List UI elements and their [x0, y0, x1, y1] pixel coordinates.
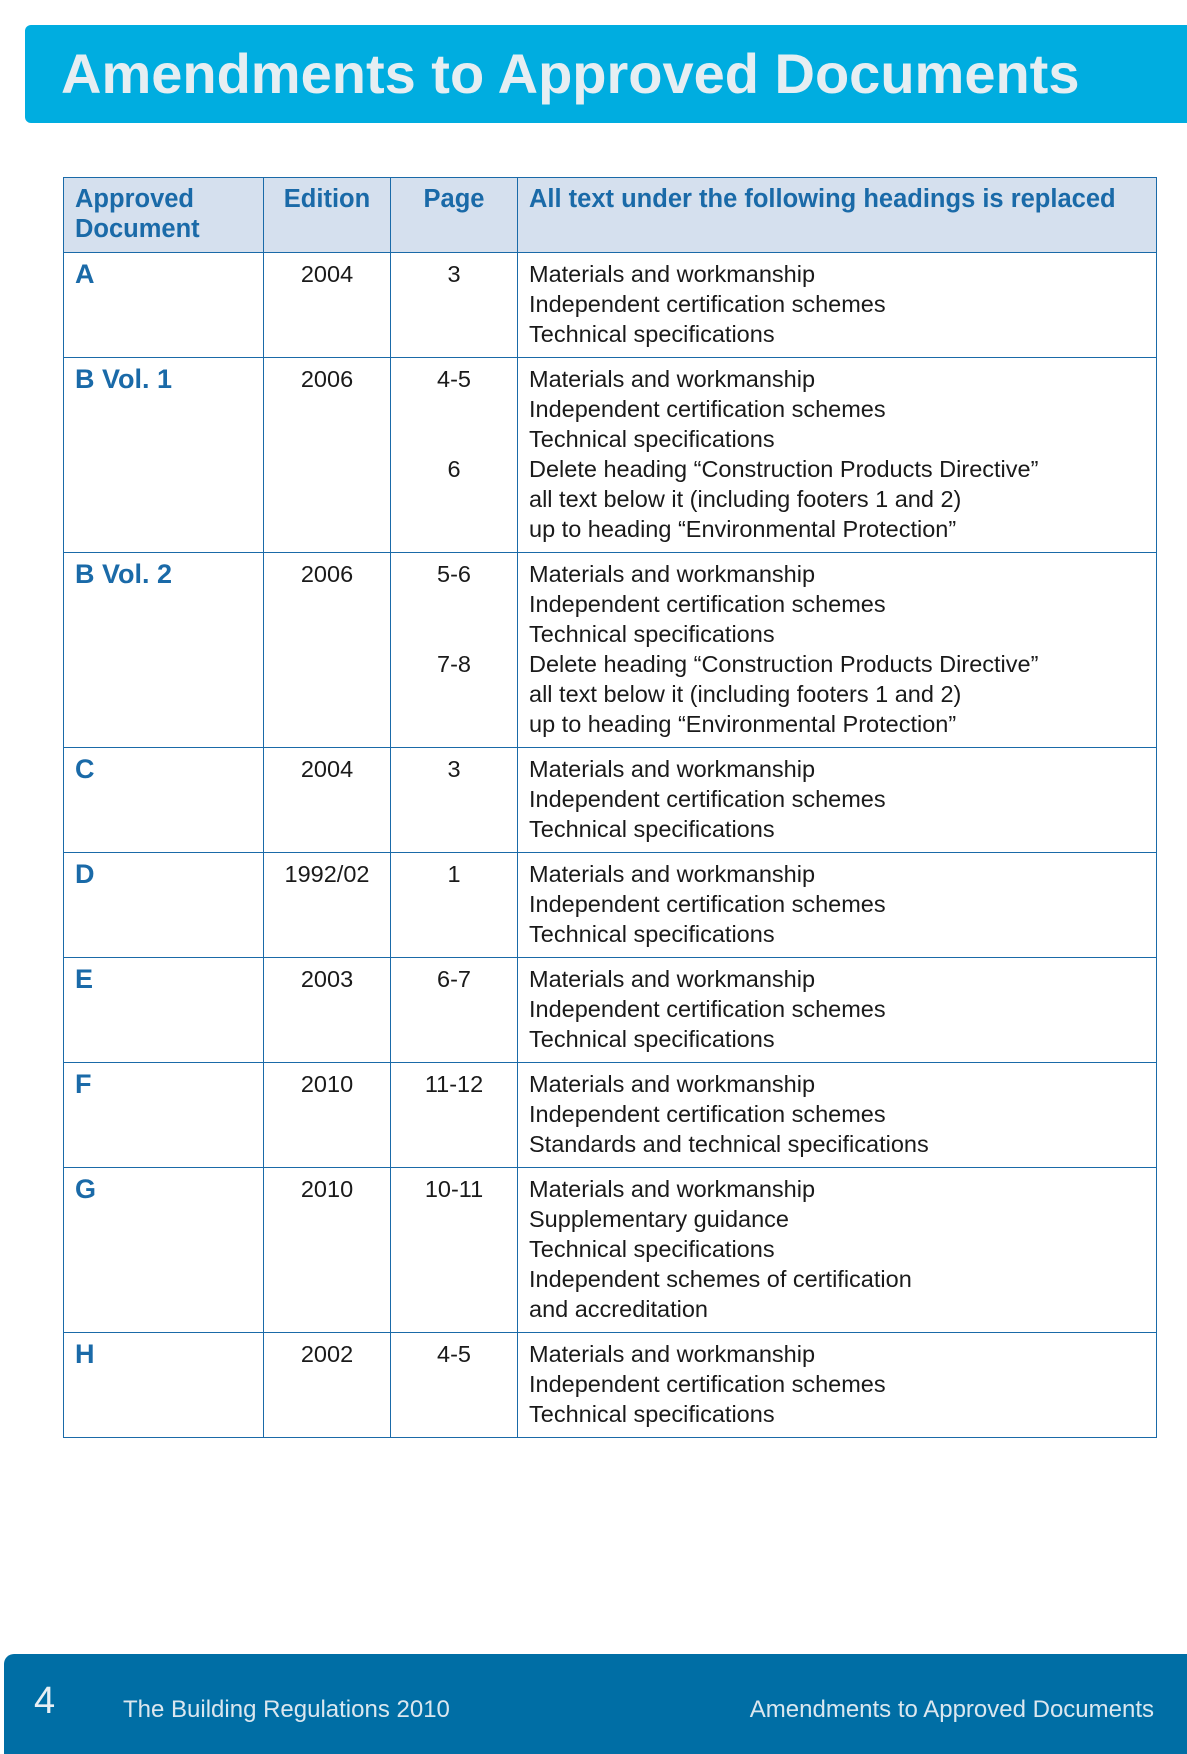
replaced-heading-line: Technical specifications — [529, 621, 775, 647]
replaced-headings-cell — [518, 358, 1157, 553]
page-cell — [391, 1063, 518, 1168]
page-reference — [402, 319, 506, 349]
replaced-heading-line: Technical specifications — [529, 816, 775, 842]
edition-cell: 2010 — [264, 1063, 391, 1168]
page-reference: 11-12 — [424, 1071, 484, 1097]
replaced-heading-line: Materials and workmanship — [529, 261, 816, 287]
page-reference — [402, 589, 506, 619]
page-reference: 4-5 — [437, 366, 471, 392]
page-reference — [402, 679, 506, 709]
replaced-heading-line: Materials and workmanship — [529, 1071, 816, 1097]
replaced-heading-line: Technical specifications — [529, 921, 775, 947]
page-number: 4 — [34, 1680, 56, 1722]
page-reference: 3 — [447, 756, 461, 782]
replaced-heading-line: all text below it (including footers 1 and 2) — [529, 681, 962, 707]
replaced-heading-line: Technical specifications — [529, 1236, 775, 1262]
table-row — [64, 1168, 1157, 1333]
replaced-heading-line: Independent certification schemes — [529, 1101, 886, 1127]
page-reference — [402, 1264, 506, 1294]
table-row — [64, 553, 1157, 748]
approved-document-cell: C — [64, 748, 264, 853]
page-reference — [402, 484, 506, 514]
replaced-heading-line: Independent certification schemes — [529, 786, 886, 812]
table-row — [64, 253, 1157, 358]
approved-document-cell: D — [64, 853, 264, 958]
page-reference — [402, 1234, 506, 1264]
table-row — [64, 1333, 1157, 1438]
approved-document-cell: B Vol. 2 — [64, 553, 264, 748]
page-title: Amendments to Approved Documents — [61, 42, 1080, 105]
page-reference: 3 — [447, 261, 461, 287]
page-reference: 10-11 — [424, 1176, 484, 1202]
page-reference — [402, 919, 506, 949]
header-approved-document: Approved Document — [64, 178, 264, 253]
page-reference: 1 — [447, 861, 461, 887]
page-reference — [402, 994, 506, 1024]
replaced-heading-line: Materials and workmanship — [529, 756, 816, 782]
page-cell — [391, 253, 518, 358]
replaced-heading-line: Materials and workmanship — [529, 1176, 816, 1202]
page-reference — [402, 1024, 506, 1054]
edition-cell: 2006 — [264, 553, 391, 748]
table-row — [64, 958, 1157, 1063]
replaced-heading-line: Supplementary guidance — [529, 1206, 789, 1232]
replaced-heading-line: Technical specifications — [529, 1026, 775, 1052]
replaced-heading-line: Technical specifications — [529, 1401, 775, 1427]
page-reference — [402, 1129, 506, 1159]
header-edition: Edition — [264, 178, 391, 253]
approved-document-cell: A — [64, 253, 264, 358]
page-cell — [391, 853, 518, 958]
footer-section-title: Amendments to Approved Documents — [749, 1696, 1154, 1723]
page-cell — [391, 1168, 518, 1333]
replaced-heading-line: Materials and workmanship — [529, 1341, 816, 1367]
replaced-heading-line: Delete heading “Construction Products Directive” — [529, 456, 1039, 482]
amendments-table — [63, 177, 1157, 1438]
page-reference — [402, 709, 506, 739]
replaced-heading-line: Standards and technical specifications — [529, 1131, 929, 1157]
page-reference: 5-6 — [437, 561, 471, 587]
replaced-headings-cell — [518, 853, 1157, 958]
page-reference — [402, 619, 506, 649]
page-reference: 6 — [447, 456, 461, 482]
edition-cell: 2010 — [264, 1168, 391, 1333]
page-reference — [402, 1399, 506, 1429]
title-band — [25, 25, 1187, 123]
replaced-heading-line: Materials and workmanship — [529, 861, 816, 887]
page-cell — [391, 358, 518, 553]
page-cell — [391, 1333, 518, 1438]
page-reference — [402, 784, 506, 814]
header-replaced-text: All text under the following headings is replaced — [518, 178, 1157, 253]
replaced-heading-line: Materials and workmanship — [529, 966, 816, 992]
footer-publication-title: The Building Regulations 2010 — [123, 1696, 450, 1723]
replaced-headings-cell — [518, 553, 1157, 748]
replaced-headings-cell — [518, 958, 1157, 1063]
page-cell — [391, 958, 518, 1063]
edition-cell: 2003 — [264, 958, 391, 1063]
table-row — [64, 748, 1157, 853]
page-reference — [402, 1294, 506, 1324]
replaced-headings-cell — [518, 1168, 1157, 1333]
replaced-heading-line: Independent certification schemes — [529, 891, 886, 917]
header-page: Page — [391, 178, 518, 253]
replaced-headings-cell — [518, 253, 1157, 358]
replaced-heading-line: Technical specifications — [529, 321, 775, 347]
edition-cell: 2004 — [264, 748, 391, 853]
replaced-heading-line: and accreditation — [529, 1296, 708, 1322]
table-row — [64, 358, 1157, 553]
page-reference: 7-8 — [437, 651, 471, 677]
approved-document-cell: F — [64, 1063, 264, 1168]
page-reference — [402, 814, 506, 844]
replaced-heading-line: Delete heading “Construction Products Directive” — [529, 651, 1039, 677]
edition-cell: 2002 — [264, 1333, 391, 1438]
replaced-heading-line: up to heading “Environmental Protection” — [529, 516, 957, 542]
replaced-heading-line: up to heading “Environmental Protection” — [529, 711, 957, 737]
page-reference — [402, 889, 506, 919]
footer-band — [4, 1654, 1187, 1754]
approved-document-cell: E — [64, 958, 264, 1063]
replaced-heading-line: Independent certification schemes — [529, 396, 886, 422]
replaced-headings-cell — [518, 1063, 1157, 1168]
page-reference — [402, 424, 506, 454]
page-reference: 4-5 — [437, 1341, 471, 1367]
replaced-heading-line: all text below it (including footers 1 and 2) — [529, 486, 962, 512]
page-cell — [391, 553, 518, 748]
replaced-heading-line: Materials and workmanship — [529, 366, 816, 392]
replaced-heading-line: Independent certification schemes — [529, 996, 886, 1022]
edition-cell: 2004 — [264, 253, 391, 358]
table-header-row — [64, 178, 1157, 253]
edition-cell: 2006 — [264, 358, 391, 553]
table-row — [64, 1063, 1157, 1168]
page-reference — [402, 1204, 506, 1234]
approved-document-cell: H — [64, 1333, 264, 1438]
approved-document-cell: G — [64, 1168, 264, 1333]
page-reference: 6-7 — [437, 966, 471, 992]
replaced-heading-line: Independent certification schemes — [529, 1371, 886, 1397]
replaced-heading-line: Materials and workmanship — [529, 561, 816, 587]
edition-cell: 1992/02 — [264, 853, 391, 958]
table-row — [64, 853, 1157, 958]
page-reference — [402, 514, 506, 544]
page-reference — [402, 289, 506, 319]
page-reference — [402, 394, 506, 424]
replaced-heading-line: Technical specifications — [529, 426, 775, 452]
replaced-headings-cell — [518, 1333, 1157, 1438]
page-cell — [391, 748, 518, 853]
page-reference — [402, 1369, 506, 1399]
replaced-heading-line: Independent certification schemes — [529, 591, 886, 617]
approved-document-cell: B Vol. 1 — [64, 358, 264, 553]
page-reference — [402, 1099, 506, 1129]
replaced-heading-line: Independent certification schemes — [529, 291, 886, 317]
replaced-heading-line: Independent schemes of certification — [529, 1266, 912, 1292]
replaced-headings-cell — [518, 748, 1157, 853]
